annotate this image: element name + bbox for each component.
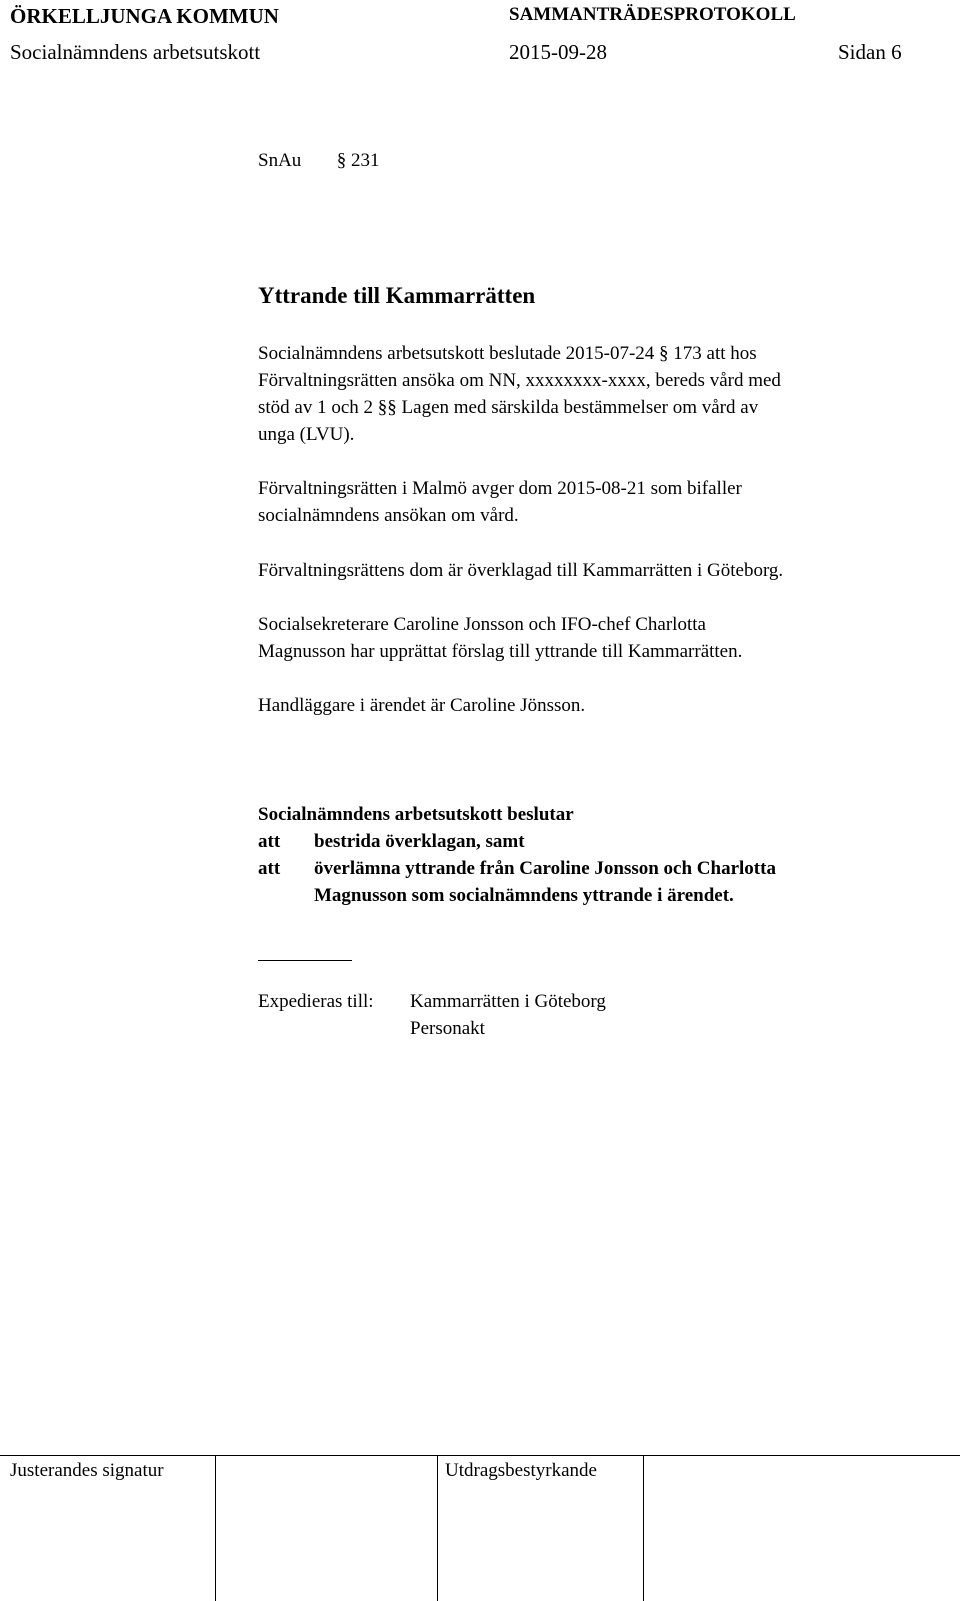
decision-heading: Socialnämndens arbetsutskott beslutar (258, 804, 574, 825)
paragraph-line: unga (LVU). (258, 424, 355, 445)
meeting-date: 2015-09-28 (509, 40, 607, 64)
document-type: SAMMANTRÄDESPROTOKOLL (509, 4, 796, 25)
page-number: Sidan 6 (838, 40, 902, 64)
footer-cell-divider (643, 1455, 644, 1601)
paragraph-5 (258, 692, 918, 719)
paragraph-line: Socialnämndens arbetsutskott beslutade 2015-07-24 § 173 att hos (258, 343, 757, 364)
committee-name: Socialnämndens arbetsutskott (10, 40, 261, 64)
section-reference (258, 147, 380, 175)
paragraph-1 (258, 340, 918, 448)
decision-item (258, 855, 776, 909)
footer-cell-divider (215, 1455, 216, 1601)
paragraph-2 (258, 475, 918, 529)
decision-item-line: Magnusson som socialnämndens yttrande i ärendet. (314, 885, 734, 906)
paragraph-line: Förvaltningsrättens dom är överklagad till Kammarrätten i Göteborg. (258, 560, 784, 581)
footer-divider (0, 1455, 960, 1456)
municipality-name: ÖRKELLJUNGA KOMMUN (10, 4, 279, 28)
paragraph-line: Magnusson har upprättat förslag till yttrande till Kammarrätten. (258, 641, 743, 662)
paragraph-line: Förvaltningsrätten ansöka om NN, xxxxxxxx-xxxx, bereds vård med (258, 370, 781, 391)
certification-label: Utdragsbestyrkande (445, 1460, 597, 1481)
paragraph-line: Handläggare i ärendet är Caroline Jönsson. (258, 695, 586, 716)
decision-block (258, 801, 776, 909)
decision-item-line: överlämna yttrande från Caroline Jonsson och Charlotta (314, 858, 776, 879)
paragraph-line: Socialsekreterare Caroline Jonsson och IFO-chef Charlotta (258, 614, 706, 635)
paragraph-line: Förvaltningsrätten i Malmö avger dom 2015-08-21 som bifaller (258, 478, 742, 499)
dispatch-label: Expedieras till: (258, 991, 374, 1012)
section-body: SnAu (258, 150, 302, 171)
section-number: 231 (351, 150, 380, 171)
decision-item-label: att (258, 831, 281, 852)
decision-item-label: att (258, 858, 281, 879)
decision-item (258, 828, 776, 855)
paragraph-3 (258, 557, 918, 584)
paragraph-4 (258, 611, 918, 665)
paragraph-symbol: § (336, 150, 347, 171)
separator-line (258, 960, 352, 961)
paragraph-line: socialnämndens ansökan om vård. (258, 505, 519, 526)
decision-item-line: bestrida överklagan, samt (314, 831, 525, 852)
dispatch-recipient: Personakt (410, 1018, 485, 1039)
footer-cell-divider (437, 1455, 438, 1601)
dispatch-recipient: Kammarrätten i Göteborg (410, 991, 606, 1012)
paragraph-line: stöd av 1 och 2 §§ Lagen med särskilda bestämmelser om vård av (258, 397, 759, 418)
signature-label: Justerandes signatur (10, 1460, 164, 1481)
page-title: Yttrande till Kammarrätten (258, 283, 536, 308)
